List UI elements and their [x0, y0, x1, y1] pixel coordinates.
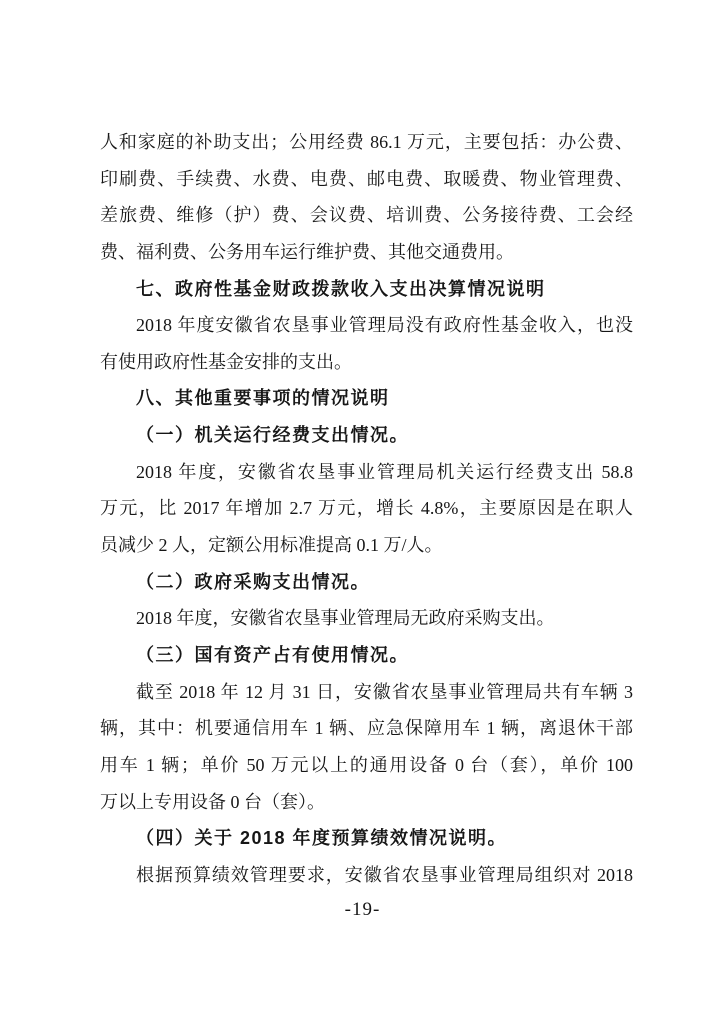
text-line: 根据预算绩效管理要求，安徽省农垦事业管理局组织对 2018 [136, 864, 633, 885]
text-line: 费、福利费、公务用车运行维护费、其他交通费用。 [100, 241, 514, 262]
sub-heading: （二）政府采购支出情况。 [136, 571, 370, 592]
text-line: 用车 1 辆；单价 50 万元以上的通用设备 0 台（套），单价 100 [100, 754, 633, 775]
text-line: 差旅费、维修（护）费、会议费、培训费、公务接待费、工会经 [100, 205, 633, 226]
text-line: 员减少 2 人，定额公用标准提高 0.1 万/人。 [100, 535, 443, 556]
sub-heading: （一）机关运行经费支出情况。 [136, 425, 409, 446]
heading-state-assets [100, 637, 633, 674]
text-line: 2018 年度，安徽省农垦事业管理局机关运行经费支出 58.8 [136, 461, 633, 482]
text-line: 人和家庭的补助支出；公用经费 86.1 万元，主要包括：办公费、 [100, 132, 633, 152]
sub-heading: （四）关于 2018 年度预算绩效情况说明。 [136, 828, 508, 849]
document-body [100, 124, 633, 893]
paragraph-budget-performance [100, 857, 633, 894]
paragraph-gov-fund [100, 307, 633, 380]
text-line: 万以上专用设备 0 台（套）。 [100, 791, 325, 812]
heading-budget-performance [100, 820, 633, 857]
text-line: 2018 年度安徽省农垦事业管理局没有政府性基金收入，也没 [136, 315, 633, 336]
text-line: 辆，其中：机要通信用车 1 辆、应急保障用车 1 辆，离退休干部 [100, 718, 633, 739]
section-heading: 八、其他重要事项的情况说明 [136, 388, 390, 409]
heading-other-important-matters [100, 380, 633, 417]
text-line: 有使用政府性基金安排的支出。 [100, 351, 352, 372]
paragraph-state-assets [100, 674, 633, 821]
paragraph-public-expense-continuation [100, 124, 633, 271]
heading-gov-procurement [100, 564, 633, 601]
text-line: 2018 年度，安徽省农垦事业管理局无政府采购支出。 [136, 608, 555, 629]
page-number: -19- [344, 899, 381, 920]
section-heading: 七、政府性基金财政拨款收入支出决算情况说明 [136, 278, 546, 299]
text-line: 截至 2018 年 12 月 31 日，安徽省农垦事业管理局共有车辆 3 [136, 681, 633, 702]
text-line: 万元，比 2017 年增加 2.7 万元，增长 4.8%，主要原因是在职人 [100, 498, 633, 519]
heading-agency-operating-expense [100, 417, 633, 454]
paragraph-operating-expense [100, 454, 633, 564]
text-line: 印刷费、手续费、水费、电费、邮电费、取暖费、物业管理费、 [100, 168, 633, 189]
paragraph-gov-procurement [100, 600, 633, 637]
sub-heading: （三）国有资产占有使用情况。 [136, 644, 409, 665]
heading-gov-fund-appropriation [100, 271, 633, 308]
